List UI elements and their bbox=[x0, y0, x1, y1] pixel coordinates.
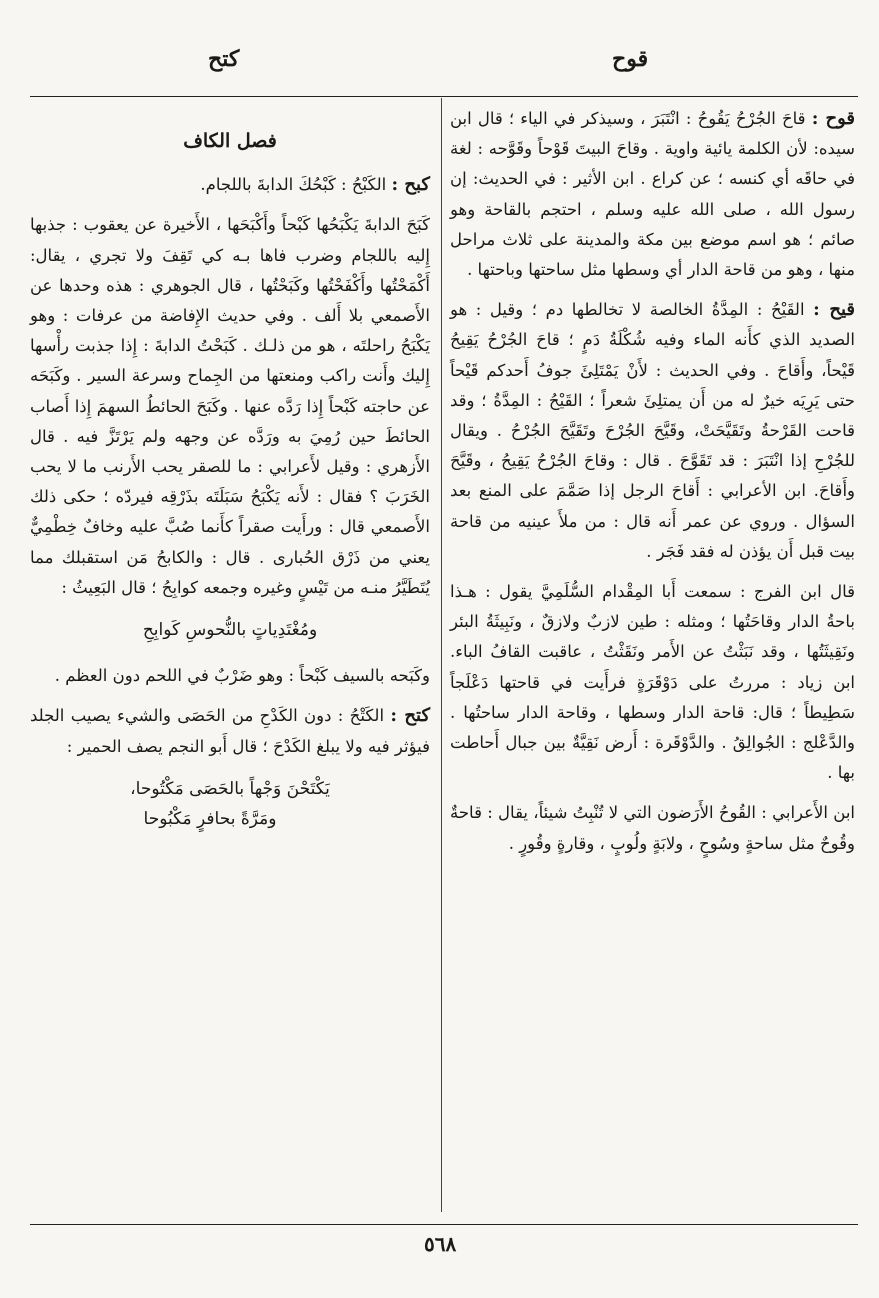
verse-line: ومُغْتَدِياتٍ بالنُّحوسِ كَوابِحِ bbox=[142, 620, 318, 641]
entry-paragraph bbox=[450, 577, 855, 788]
headword: قيح : bbox=[813, 299, 855, 321]
entry-text: قال ابن الفرج : سمعت أَبا المِقْدام السُّلَمِيَّ يقول : هـذا باحةُ الدار وقاحَتُها ؛ ومثله : طين لازبٌ ولازقٌ ، ونَبِيثَةُ البئر ونَقِيثَتُها ، وقد نَبَثْتُ عن الأَمر ونَقَثْتُ ، عاقبت القافُ الباء. ابن زياد : مررتُ على دَوْقَرَةٍ فرأَيت في قاحتها دَعْلَجاً سَطِيطاً ؛ قال: قاحة الدار وسطها ، وقاحة الدار ساحتُها . والدَّعْلج : الجُوالِقُ . والدَّوْقَرة : أَرض نَقِيَّةٌ بين جبال أَحاطت بها . bbox=[450, 582, 855, 783]
headword: كتح : bbox=[390, 705, 431, 727]
headword: كبح : bbox=[391, 174, 430, 196]
running-head-right: قوح bbox=[612, 46, 649, 72]
entry-paragraph bbox=[30, 661, 430, 691]
left-column bbox=[30, 104, 430, 850]
entry-kbh bbox=[30, 170, 430, 200]
verse-line: يَكْتَحْنَ وَجْهاً بالحَصَى مَكْتُوحا، bbox=[130, 778, 330, 799]
entry-qyh bbox=[450, 295, 855, 567]
entry-text: كَبَحَ الدابةَ يَكْبَحُها كَبْحاً وأَكْبَحَها ، الأَخيرة عن يعقوب : جذبها إِليه باللجام وضرب فاها بـه كي تَقِفَ ولا تجري ، يقال: أَكْمَحْتُها وأَكْفَحْتُها وكَبَحْتُها ، قال الجوهري : هذه وحدها عن الأَصمعي بلا أَلف . وفي حديث الإِفاضة من عرفات : وهو يَكْبَحُ راحلتَه ، هو من ذلـك . كَبَحْتُ الدابةَ : إِذا جذبت رأْسها إِليك وأَنت راكب ومنعتها من الجِماح وسرعة السير . وكَبَحَه عن حاجته كَبْحاً إِذا رَدَّه عنها . وكَبَحَ الحائطُ السهمَ إِذا أَصاب الحائطَ حين رُمِيَ به ورَدَّه عن وجهه ولم يَرْتَزَّ فيه . قال الأَزهري : وقيل لأَعرابي : ما للصقر يحب الأَرنب ما لا يحب الخَرَبَ ؟ فقال : لأَنه يَكْبَحُ سَبَلَتَه بذَرْقِه فيردّه ؛ حكى ذلك الأَصمعي قال : ورأَيت صقراً كأَنما صُبَّ عليه وخافٌ خِطْمِيٌّ يعني من ذَرْق الحُبارى . قال : والكابحُ مَن استقبلك مما يُتَطَيَّرُ منـه من تَيْسٍ وغيره وجمعه كوابِحُ ؛ قال البَعِيثُ : bbox=[30, 215, 430, 597]
running-head-left: كتح bbox=[208, 46, 240, 72]
entry-paragraph bbox=[30, 210, 430, 603]
entry-text: الكَتْحُ : دون الكَدْحِ من الحَصَى والشيء يصيب الجلد فيؤثر فيه ولا يبلغ الكَدْحَ ؛ قال أَبو النجم يصف الحمير : bbox=[30, 706, 430, 756]
page-number: ٥٦٨ bbox=[424, 1232, 457, 1256]
top-rule bbox=[30, 96, 858, 97]
entry-text: وكَبَحه بالسيف كَبْحاً : وهو ضَرْبٌ في اللحم دون العظم . bbox=[54, 666, 430, 686]
entry-text: القَيْحُ : المِدَّةُ الخالصة لا تخالطها دم ؛ وقيل : هو الصديد الذي كأَنه الماء وفيه شُكْلَةُ دَمٍ ؛ قاحَ الجُرْحُ يَقِيحُ قَيْحاً، وأَقاحَ . وفي الحديث : لأَنْ يَمْتَلِئَ جوفُ أَحدكم قَيْحاً حتى يَرِيَه خيرٌ له من أَن يمتلِئَ شعراً ؛ القَيْحُ : المِدَّةُ ؛ وقد قاحت القَرْحةُ وتَقَيَّحَتْ، وقَيَّحَ الجُرْحَ وتَقَيَّحَ الجُرْحُ . ويقال للجُرْحِ إذا انْتَبَرَ : قد تَقَوَّحَ . قال : وقاحَ الجُرْحُ يَقِيحُ ، وقَيَّحَ وأَقاحَ. ابن الأعرابي : أَقاحَ الرجل إذا صَمَّمَ على المنع بعد السؤال . وروي عن عمر أَنه قال : من ملأَ عينيه من قاحة بيت قبل أَن يؤذن له فقد فَجَر . bbox=[450, 300, 855, 561]
entry-qwh bbox=[450, 104, 855, 285]
column-rule bbox=[441, 98, 442, 1212]
entry-text: الكَبْحُ : كَبْحُكَ الدابةَ باللجام. bbox=[200, 175, 387, 195]
entry-kth bbox=[30, 701, 430, 761]
section-title: فصل الكاف bbox=[183, 130, 277, 152]
entry-text: قاحَ الجُرْحُ يَقُوحُ : انْتَبَرَ ، وسيذكر في الياء ؛ قال ابن سيده: لأن الكلمة يائية واوية . وقاحَ البيتَ قَوْحاً وقَوَّحه : لغة في حاقَه أي كنسه ؛ عن كراع . ابن الأثير : في الحديث: إن رسول الله ، صلى الله عليه وسلم ، احتجم بالقاحة وهو صائم ؛ هو اسم موضع بين مكة والمدينة على ثلاث مراحل منها ، وهو من قاحة الدار أي وسطها مثل ساحتها وباحتها . bbox=[450, 109, 855, 280]
verse-quote bbox=[30, 615, 430, 645]
entry-text: ابن الأَعرابي : القُوحُ الأَرَضون التي لا تُنْبِتُ شيئاً، يقال : قاحةٌ وقُوحٌ مثل ساحةٍ وسُوحٍ ، ولابَةٍ ولُوبٍ ، وقارةٍ وقُورٍ . bbox=[450, 803, 855, 853]
right-column bbox=[450, 104, 855, 869]
bottom-rule bbox=[30, 1224, 858, 1225]
verse-line: ومَرَّةً بحافرٍ مَكْبُوحا bbox=[143, 809, 277, 830]
entry-paragraph bbox=[450, 798, 855, 858]
verse-quote bbox=[30, 774, 430, 834]
headword: قوح : bbox=[811, 108, 856, 129]
